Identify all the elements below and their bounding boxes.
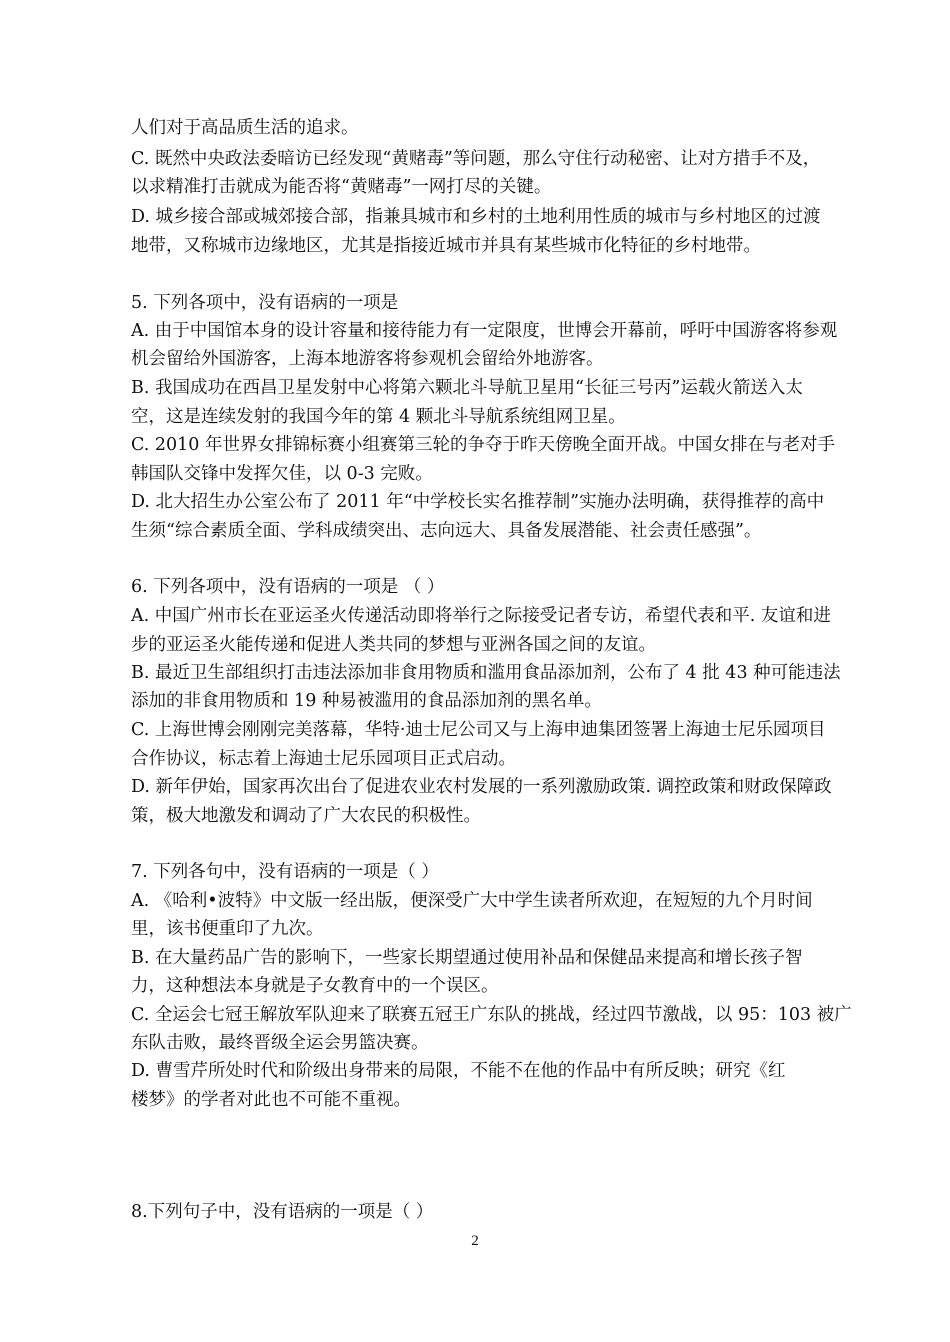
option-d-q6: D. 新年伊始，国家再次出台了促进农业农村发展的一系列激励政策. 调控政策和财政保障政: [131, 777, 832, 797]
option-b-q5: B. 我国成功在西昌卫星发射中心将第六颗北斗导航卫星用“长征三号丙”运载火箭送入太: [131, 378, 803, 398]
text-line: 韩国队交锋中发挥欠佳，以 0-3 完败。: [131, 464, 433, 484]
text-line: 楼梦》的学者对此也不可能不重视。: [131, 1090, 411, 1110]
text-line: 力，这种想法本身就是子女教育中的一个误区。: [131, 976, 499, 996]
option-d-q7: D. 曹雪芹所处时代和阶级出身带来的局限，不能不在他的作品中有所反映；研究《红: [131, 1061, 786, 1081]
text-line: 以求精准打击就成为能否将“黄赌毒”一网打尽的关键。: [131, 177, 552, 197]
option-d-q4: D. 城乡接合部或城郊接合部，指兼具城市和乡村的土地利用性质的城市与乡村地区的过渡: [131, 207, 821, 227]
text-line: 里，该书便重印了九次。: [131, 919, 324, 939]
text-line: 东队击败，最终晋级全运会男篮决赛。: [131, 1033, 429, 1053]
option-c-q4: C. 既然中央政法委暗访已经发现“黄赌毒”等问题，那么守住行动秘密、让对方措手不及，: [131, 149, 821, 169]
option-a-q6: A. 中国广州市长在亚运圣火传递活动即将举行之际接受记者专访，希望代表和平. 友谊和进: [131, 606, 831, 626]
question-5: 5. 下列各项中，没有语病的一项是: [131, 293, 399, 313]
text-line: 添加的非食用物质和 19 种易被滥用的食品添加剂的黑名单。: [131, 691, 602, 711]
text-line: 机会留给外国游客，上海本地游客将参观机会留给外地游客。: [131, 349, 604, 369]
page-number: 2: [471, 1233, 479, 1249]
question-6: 6. 下列各项中，没有语病的一项是 （ ）: [131, 577, 445, 597]
option-b-q7: B. 在大量药品广告的影响下，一些家长期望通过使用补品和保健品来提高和增长孩子智: [131, 948, 803, 968]
text-line: 生须“综合素质全面、学科成绩突出、志向远大、具备发展潜能、社会责任感强”。: [131, 521, 762, 541]
text-line: 地带，又称城市边缘地区，尤其是指接近城市并具有某些城市化特征的乡村地带。: [131, 236, 761, 256]
option-a-q5: A. 由于中国馆本身的设计容量和接待能力有一定限度，世博会开幕前，呼吁中国游客将参观: [131, 321, 838, 341]
option-b-q6: B. 最近卫生部组织打击违法添加非食用物质和滥用食品添加剂，公布了 4 批 43 种可能违法: [131, 663, 841, 683]
option-c-q7: C. 全运会七冠王解放军队迎来了联赛五冠王广东队的挑战，经过四节激战，以 95：103 被广: [131, 1005, 852, 1025]
text-line: 人们对于高品质生活的追求。: [131, 118, 359, 138]
option-c-q5: C. 2010 年世界女排锦标赛小组赛第三轮的争夺于昨天傍晚全面开战。中国女排在与老对手: [131, 435, 835, 455]
question-8: 8.下列句子中，没有语病的一项是（ ）: [131, 1202, 434, 1222]
text-line: 合作协议，标志着上海迪士尼乐园项目正式启动。: [131, 749, 516, 769]
option-c-q6: C. 上海世博会刚刚完美落幕，华特·迪士尼公司又与上海申迪集团签署上海迪士尼乐园项目: [131, 720, 826, 740]
option-d-q5: D. 北大招生办公室公布了 2011 年“中学校长实名推荐制”实施办法明确，获得推荐的高中: [131, 492, 825, 512]
text-line: 步的亚运圣火能传递和促进人类共同的梦想与亚洲各国之间的友谊。: [131, 635, 656, 655]
option-a-q7: A. 《哈利•波特》中文版一经出版，便深受广大中学生读者所欢迎，在短短的九个月时间: [131, 891, 813, 911]
question-7: 7. 下列各句中，没有语病的一项是（ ）: [131, 862, 439, 882]
text-line: 策，极大地激发和调动了广大农民的积极性。: [131, 806, 481, 826]
text-line: 空，这是连续发射的我国今年的第 4 颗北斗导航系统组网卫星。: [131, 407, 626, 427]
